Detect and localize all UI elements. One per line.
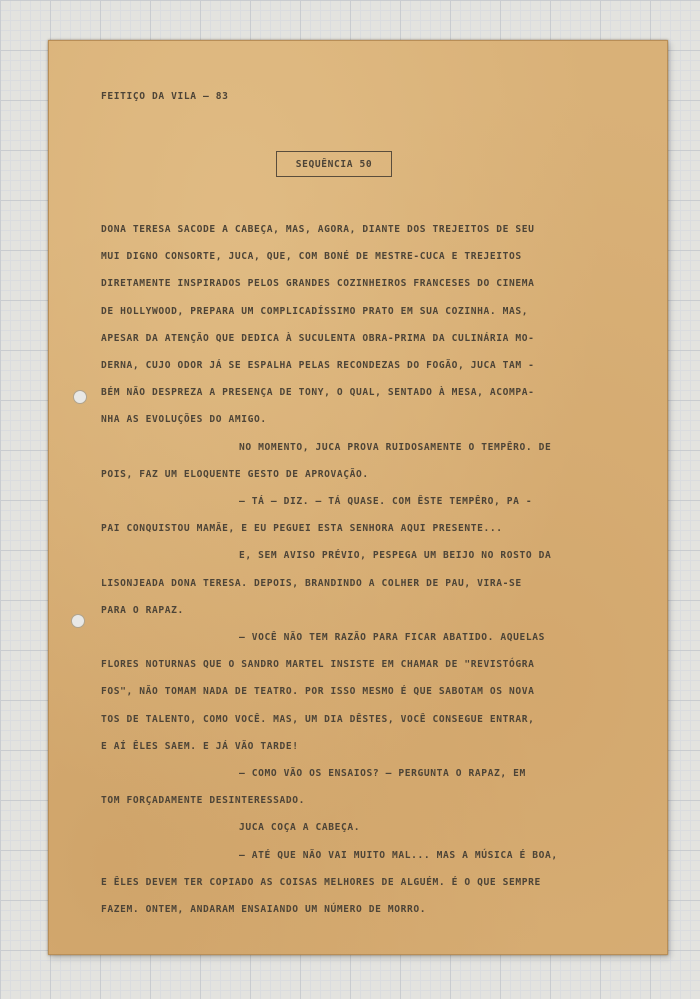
text-line: — TÁ — DIZ. — TÁ QUASE. COM ÊSTE TEMPÊRO, PA -: [239, 496, 533, 507]
text-line: E, SEM AVISO PRÉVIO, PESPEGA UM BEIJO NO ROSTO DA: [239, 550, 552, 562]
text-line: DONA TERESA SACODE A CABEÇA, MAS, AGORA, DIANTE DOS TREJEITOS DE SEU: [101, 224, 535, 235]
text-line: E AÍ ÊLES SAEM. E JÁ VÃO TARDE!: [101, 740, 299, 752]
text-line: NO MOMENTO, JUCA PROVA RUIDOSAMENTE O TEMPÊRO. DE: [239, 441, 552, 453]
sequence-title: SEQUÊNCIA 50: [295, 158, 373, 170]
text-line: MUI DIGNO CONSORTE, JUCA, QUE, COM BONÉ DE MESTRE-CUCA E TREJEITOS: [101, 251, 522, 263]
text-line: APESAR DA ATENÇÃO QUE DEDICA À SUCULENTA OBRA-PRIMA DA CULINÁRIA MO-: [101, 332, 535, 344]
text-line: NHA AS EVOLUÇÕES DO AMIGO.: [101, 414, 267, 426]
text-line: TOM FORÇADAMENTE DESINTERESSADO.: [101, 795, 306, 807]
text-line: DERNA, CUJO ODOR JÁ SE ESPALHA PELAS RECONDEZAS DO FOGÃO, JUCA TAM -: [101, 360, 535, 371]
text-line: E ÊLES DEVEM TER COPIADO AS COISAS MELHORES DE ALGUÉM. É O QUE SEMPRE: [101, 876, 541, 888]
typewritten-page: [48, 40, 668, 955]
punch-hole-bottom: [71, 614, 85, 628]
text-line: FAZEM. ONTEM, ANDARAM ENSAIANDO UM NÚMERO DE MORRO.: [101, 904, 427, 915]
text-line: POIS, FAZ UM ELOQUENTE GESTO DE APROVAÇÃO.: [101, 468, 369, 480]
punch-hole-top: [73, 390, 87, 404]
text-line: BÉM NÃO DESPREZA A PRESENÇA DE TONY, O QUAL, SENTADO À MESA, ACOMPA-: [101, 387, 535, 399]
text-line: TOS DE TALENTO, COMO VOCÊ. MAS, UM DIA DÊSTES, VOCÊ CONSEGUE ENTRAR,: [101, 713, 535, 725]
page-header: FEITIÇO DA VILA — 83: [101, 91, 229, 102]
text-line: JUCA COÇA A CABEÇA.: [239, 822, 361, 834]
text-line: FOS", NÃO TOMAM NADA DE TEATRO. POR ISSO MESMO É QUE SABOTAM OS NOVA: [101, 686, 535, 698]
text-line: — VOCÊ NÃO TEM RAZÃO PARA FICAR ABATIDO. AQUELAS: [239, 632, 546, 643]
text-line: LISONJEADA DONA TERESA. DEPOIS, BRANDINDO A COLHER DE PAU, VIRA-SE: [101, 577, 522, 589]
text-line: DIRETAMENTE INSPIRADOS PELOS GRANDES COZINHEIROS FRANCESES DO CINEMA: [101, 278, 535, 290]
text-line: DE HOLLYWOOD, PREPARA UM COMPLICADÍSSIMO PRATO EM SUA COZINHA. MAS,: [101, 305, 529, 317]
text-line: — COMO VÃO OS ENSAIOS? — PERGUNTA O RAPAZ, EM: [239, 768, 526, 779]
text-line: PAI CONQUISTOU MAMÃE, E EU PEGUEI ESTA SENHORA AQUI PRESENTE...: [101, 523, 503, 535]
text-line: FLORES NOTURNAS QUE O SANDRO MARTEL INSISTE EM CHAMAR DE "REVISTÓGRA: [101, 659, 535, 671]
sequence-title-box: [276, 151, 392, 177]
text-line: PARA O RAPAZ.: [101, 604, 184, 616]
text-line: — ATÉ QUE NÃO VAI MUITO MAL... MAS A MÚSICA É BOA,: [239, 849, 558, 861]
